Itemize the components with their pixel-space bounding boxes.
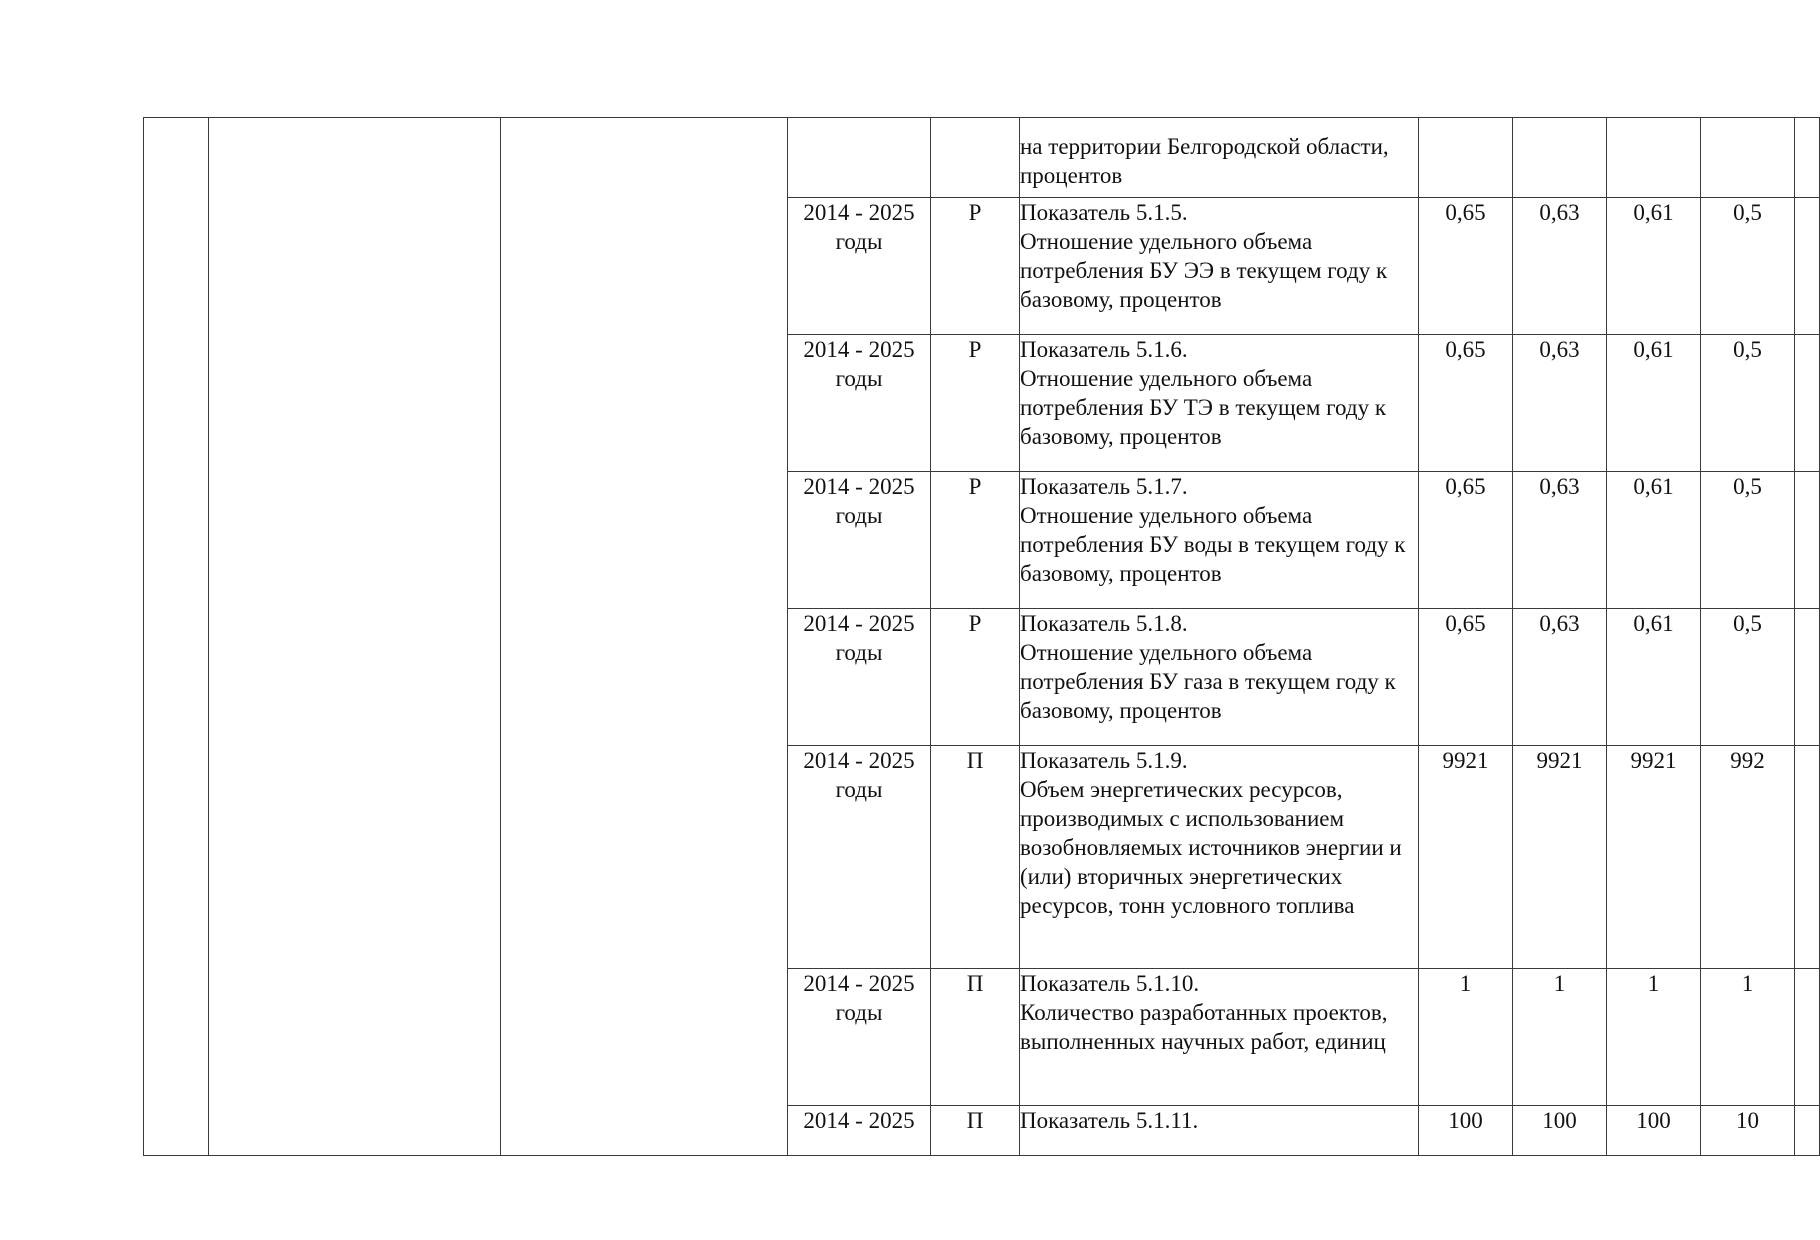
value-cell: 0,63	[1513, 472, 1607, 609]
indicator-title: Показатель 5.1.11.	[1020, 1108, 1199, 1133]
value-cell: 0,63	[1513, 335, 1607, 472]
value-cell	[1795, 1106, 1820, 1156]
value-cell	[1795, 198, 1820, 335]
value-cell: 0,61	[1607, 609, 1701, 746]
value-cell: 0,65	[1419, 472, 1513, 609]
indicator-cell	[1020, 198, 1419, 335]
type-cell: Р	[931, 609, 1020, 746]
value-cell: 1	[1419, 969, 1513, 1106]
value-cell: 0,63	[1513, 198, 1607, 335]
period-cell: 2014 - 2025	[788, 1106, 931, 1156]
value-cell: 0,61	[1607, 472, 1701, 609]
value-cell: 1	[1701, 969, 1795, 1106]
value-cell	[1607, 118, 1701, 198]
value-cell	[1795, 746, 1820, 969]
value-cell	[1701, 118, 1795, 198]
value-cell: 0,61	[1607, 198, 1701, 335]
value-cell: 0,65	[1419, 335, 1513, 472]
value-cell: 9921	[1513, 746, 1607, 969]
value-cell: 0,61	[1607, 335, 1701, 472]
name-column-cell	[209, 118, 501, 1156]
value-cell: 0,63	[1513, 609, 1607, 746]
value-cell: 0,5	[1701, 472, 1795, 609]
value-cell: 0,5	[1701, 335, 1795, 472]
value-cell	[1795, 118, 1820, 198]
indicator-title: Показатель 5.1.8.	[1020, 611, 1188, 636]
period-cell	[788, 118, 931, 198]
indicator-text: Объем энергетических ресурсов, производимых с использованием возобновляемых источников энергии и (или) вторичных энергетических ресурсов, тонн условного топлива	[1020, 777, 1402, 918]
value-cell: 9921	[1607, 746, 1701, 969]
value-cell: 0,5	[1701, 609, 1795, 746]
type-cell: П	[931, 1106, 1020, 1156]
indicator-cell	[1020, 746, 1419, 969]
indicator-title: Показатель 5.1.7.	[1020, 474, 1188, 499]
value-cell: 1	[1607, 969, 1701, 1106]
value-cell: 100	[1513, 1106, 1607, 1156]
value-cell: 1	[1513, 969, 1607, 1106]
type-cell: Р	[931, 335, 1020, 472]
indicator-text: Отношение удельного объема потребления БУ ЭЭ в текущем году к базовому, процентов	[1020, 229, 1388, 312]
value-cell: 0,65	[1419, 198, 1513, 335]
value-cell: 0,65	[1419, 609, 1513, 746]
indicator-text: Отношение удельного объема потребления БУ газа в текущем году к базовому, процентов	[1020, 640, 1396, 723]
indicator-cell	[1020, 1106, 1419, 1156]
value-cell: 10	[1701, 1106, 1795, 1156]
period-cell: 2014 - 2025 годы	[788, 609, 931, 746]
value-cell	[1795, 969, 1820, 1106]
value-cell: 992	[1701, 746, 1795, 969]
indicator-cell	[1020, 609, 1419, 746]
value-cell: 100	[1419, 1106, 1513, 1156]
indicator-cell	[1020, 335, 1419, 472]
indicator-cell	[1020, 118, 1419, 198]
type-cell	[931, 118, 1020, 198]
indicator-text: Отношение удельного объема потребления БУ воды в текущем году к базовому, процентов	[1020, 503, 1406, 586]
indicator-title: Показатель 5.1.5.	[1020, 200, 1188, 225]
indicator-title: Показатель 5.1.6.	[1020, 337, 1188, 362]
period-cell: 2014 - 2025 годы	[788, 746, 931, 969]
table-body	[144, 118, 1820, 1156]
type-cell: П	[931, 969, 1020, 1106]
value-cell	[1795, 472, 1820, 609]
indicator-cell	[1020, 472, 1419, 609]
indicator-text: на территории Белгородской области, процентов	[1020, 134, 1389, 188]
value-cell	[1795, 609, 1820, 746]
indicator-text: Количество разработанных проектов, выполненных научных работ, единиц	[1020, 1000, 1388, 1054]
indicator-cell	[1020, 969, 1419, 1106]
period-cell: 2014 - 2025 годы	[788, 198, 931, 335]
indicator-title: Показатель 5.1.9.	[1020, 748, 1188, 773]
type-cell: Р	[931, 198, 1020, 335]
indicator-title: Показатель 5.1.10.	[1020, 971, 1200, 996]
number-column-cell	[144, 118, 209, 1156]
period-cell: 2014 - 2025 годы	[788, 969, 931, 1106]
period-cell: 2014 - 2025 годы	[788, 335, 931, 472]
value-cell: 0,5	[1701, 198, 1795, 335]
value-cell	[1795, 335, 1820, 472]
period-cell: 2014 - 2025 годы	[788, 472, 931, 609]
type-cell: П	[931, 746, 1020, 969]
value-cell: 100	[1607, 1106, 1701, 1156]
indicators-table	[143, 117, 1820, 1156]
table-row	[144, 118, 1820, 198]
value-cell: 9921	[1419, 746, 1513, 969]
indicator-text: Отношение удельного объема потребления БУ ТЭ в текущем году к базовому, процентов	[1020, 366, 1386, 449]
type-cell: Р	[931, 472, 1020, 609]
executor-column-cell	[501, 118, 788, 1156]
value-cell	[1513, 118, 1607, 198]
value-cell	[1419, 118, 1513, 198]
